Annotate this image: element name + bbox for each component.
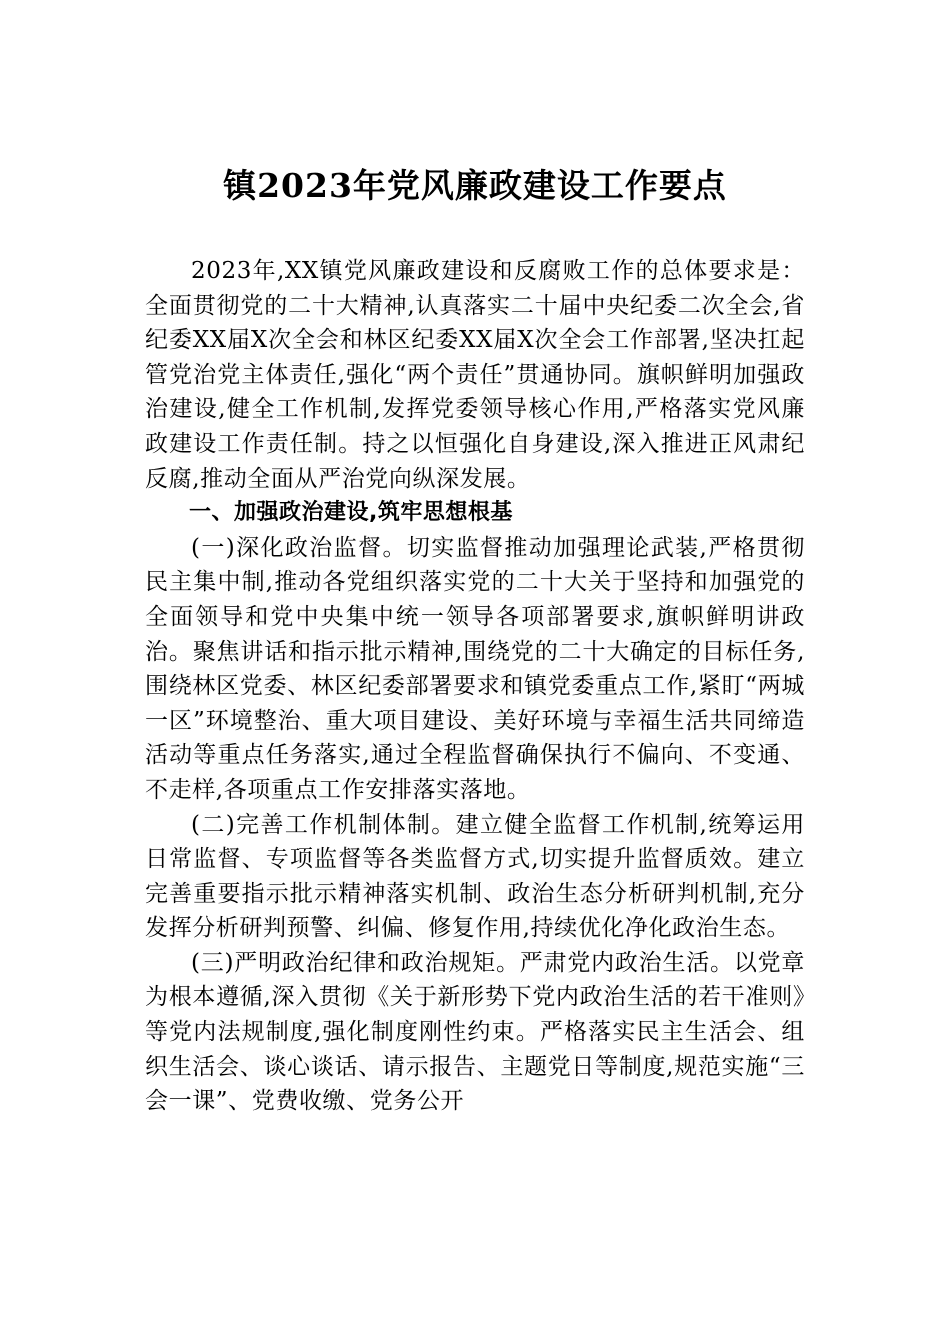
item-1-paragraph: [145, 531, 805, 808]
item-2-body: 建立健全监督工作机制,统筹运用日常监督、专项监督等各类监督方式,切实提升监督质效。建立完善重要指示批示精神落实机制、政治生态分析研判机制,充分发挥分析研判预警、纠偏、修复作用,持续优化净化政治生态。: [145, 811, 805, 942]
intro-paragraph: 2023年,XX镇党风廉政建设和反腐败工作的总体要求是：全面贯彻党的二十大精神,认真落实二十届中央纪委二次全会,省纪委XX届X次全会和林区纪委XX届X次全会工作部署,坚决扛起管党治党主体责任,强化“两个责任”贯通协同。旗帜鲜明加强政治建设,健全工作机制,发挥党委领导核心作用,严格落实党风廉政建设工作责任制。持之以恒强化自身建设,深入推进正风肃纪反腐,推动全面从严治党向纵深发展。: [145, 258, 805, 492]
item-2-label: (二)完善工作机制体制。: [191, 811, 456, 838]
item-3-paragraph: [145, 946, 805, 1119]
item-3-label: (三)严明政治纪律和政治规矩。: [191, 949, 520, 976]
item-1-body: 切实监督推动加强理论武装,严格贯彻民主集中制,推动各党组织落实党的二十大关于坚持和加强党的全面领导和党中央集中统一领导各项部署要求,旗帜鲜明讲政治。聚焦讲话和指示批示精神,围绕党的二十大确定的目标任务,围绕林区党委、林区纪委部署要求和镇党委重点工作,紧盯“两城一区”环境整治、重大项目建设、美好环境与幸福生活共同缔造活动等重点任务落实,通过全程监督确保执行不偏向、不变通、不走样,各项重点工作安排落实落地。: [145, 534, 805, 803]
item-3-body: 严肃党内政治生活。以党章为根本遵循,深入贯彻《关于新形势下党内政治生活的若干准则》等党内法规制度,强化制度刚性约束。严格落实民主生活会、组织生活会、谈心谈话、请示报告、主题党日等制度,规范实施“三会一课”、党费收缴、党务公开: [145, 949, 805, 1115]
item-1-label: (一)深化政治监督。: [191, 534, 407, 561]
section-heading-1: 一、加强政治建设,筑牢思想根基: [189, 500, 513, 526]
document-title: 镇2023年党风廉政建设工作要点: [223, 166, 727, 205]
item-2-paragraph: [145, 808, 805, 946]
document-page: [145, 150, 805, 1119]
